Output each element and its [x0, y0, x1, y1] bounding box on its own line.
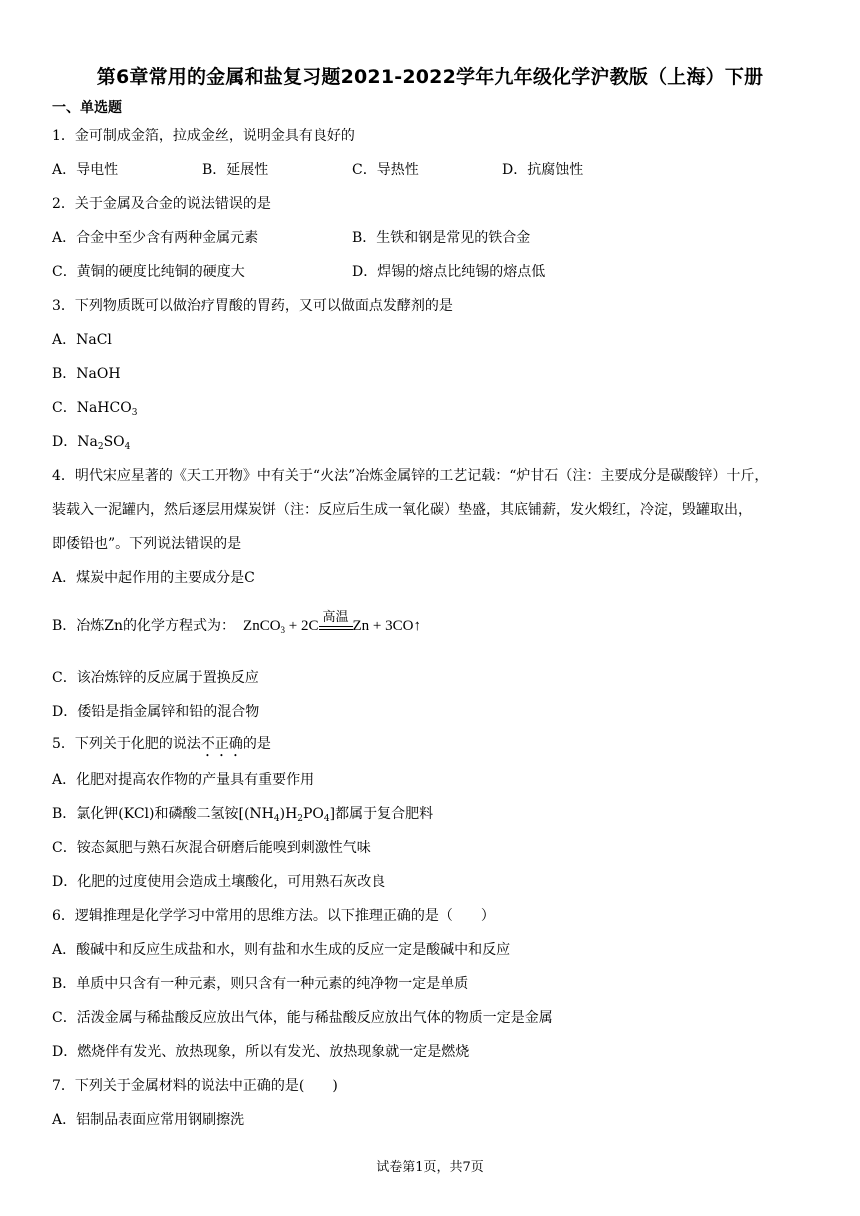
option-text: B．冶炼Zn的化学方程式为：: [52, 618, 236, 634]
question-4-line-1: 4．明代宋应星著的《天工开物》中有关于“火法”冶炼金属锌的工艺记载：“炉甘石（注：主要成分是碳酸锌）十斤，: [52, 468, 769, 484]
q5-option-b: [52, 804, 433, 824]
formula-text: D．Na: [52, 434, 98, 450]
q4-option-c: C．该冶炼锌的反应属于置换反应: [52, 670, 259, 686]
formula-text: SO: [103, 434, 125, 450]
question-2-stem: 2．关于金属及合金的说法错误的是: [52, 196, 271, 212]
q5-option-d: D．化肥的过度使用会造成土壤酸化，可用熟石灰改良: [52, 874, 386, 890]
question-7-stem: 7．下列关于金属材料的说法中正确的是( ): [52, 1078, 338, 1094]
q2-option-b: B．生铁和钢是常见的铁合金: [352, 230, 531, 246]
subscript: 4: [124, 442, 131, 452]
equation-product: Zn + 3CO↑: [352, 618, 421, 634]
q1-option-c: C．导热性: [352, 162, 419, 178]
condition-label: 高温: [322, 610, 349, 625]
reaction-condition: [319, 610, 353, 636]
question-4-line-2: 装载入一泥罐内，然后逐层用煤炭饼（注：反应后生成一氧化碳）垫盛，其底铺薪，发火煅红，冷淀，毁罐取出，: [52, 502, 752, 518]
q2-option-d: D．焊锡的熔点比纯锡的熔点低: [352, 264, 546, 280]
page-title: 第6章常用的金属和盐复习题2021-2022学年九年级化学沪教版（上海）下册: [96, 66, 764, 88]
equation-reactant: ZnCO: [243, 618, 281, 634]
q2-option-a: A．合金中至少含有两种金属元素: [52, 230, 259, 246]
q1-option-b: B．延展性: [202, 162, 269, 178]
q5-option-a: A．化肥对提高农作物的产量具有重要作用: [52, 772, 315, 788]
option-text: PO: [303, 806, 324, 822]
question-4-line-3: 即倭铅也”。下列说法错误的是: [52, 536, 242, 552]
q3-option-a: A．NaCl: [52, 332, 112, 348]
question-3-stem: 3．下列物质既可以做治疗胃酸的胃药，又可以做面点发酵剂的是: [52, 298, 453, 314]
subscript: 4: [273, 814, 280, 824]
q1-option-a: A．导电性: [52, 162, 119, 178]
q4-option-b: [52, 610, 421, 636]
formula-text: C．NaHCO: [52, 400, 132, 416]
subscript: 2: [97, 442, 104, 452]
q4-option-d: D．倭铅是指金属锌和铅的混合物: [52, 704, 260, 720]
option-text: )H: [279, 806, 298, 822]
q3-option-b: B．NaOH: [52, 366, 121, 382]
q6-option-b: B．单质中只含有一种元素，则只含有一种元素的纯净物一定是单质: [52, 976, 469, 992]
subscript: 3: [280, 625, 286, 635]
question-6-stem: 6．逻辑推理是化学学习中常用的思维方法。以下推理正确的是（ ）: [52, 908, 495, 924]
subscript: 3: [131, 408, 138, 418]
emphasis-text: 不正确: [200, 736, 243, 752]
q6-option-c: C．活泼金属与稀盐酸反应放出气体，能与稀盐酸反应放出气体的物质一定是金属: [52, 1010, 553, 1026]
stem-text: 5．下列关于化肥的说法: [52, 736, 201, 752]
q5-option-c: C．铵态氮肥与熟石灰混合研磨后能嗅到刺激性气味: [52, 840, 371, 856]
stem-text: 的是: [242, 736, 271, 752]
page-footer: 试卷第1页，共7页: [376, 1160, 484, 1175]
question-1-stem: 1．金可制成金箔，拉成金丝，说明金具有良好的: [52, 128, 355, 144]
option-text: ]都属于复合肥料: [329, 806, 434, 822]
q3-option-d: [52, 432, 130, 452]
q6-option-a: A．酸碱中和反应生成盐和水，则有盐和水生成的反应一定是酸碱中和反应: [52, 942, 511, 958]
q1-option-d: D．抗腐蚀性: [502, 162, 584, 178]
equation-reactant: + 2C: [285, 618, 319, 634]
q4-option-a: A．煤炭中起作用的主要成分是C: [52, 570, 255, 586]
option-text: B．氯化钾(KCl)和磷酸二氢铵[(NH: [52, 806, 274, 822]
chemical-equation: [243, 610, 421, 636]
question-5-stem: [52, 734, 271, 760]
q6-option-d: D．燃烧伴有发光、放热现象，所以有发光、放热现象就一定是燃烧: [52, 1044, 470, 1060]
q7-option-a: A．铝制品表面应常用钢刷擦洗: [52, 1112, 245, 1128]
section-heading: 一、单选题: [52, 100, 122, 116]
subscript: 2: [297, 814, 304, 824]
q2-option-c: C．黄铜的硬度比纯铜的硬度大: [52, 264, 245, 280]
subscript: 4: [323, 814, 330, 824]
q3-option-c: [52, 398, 137, 418]
